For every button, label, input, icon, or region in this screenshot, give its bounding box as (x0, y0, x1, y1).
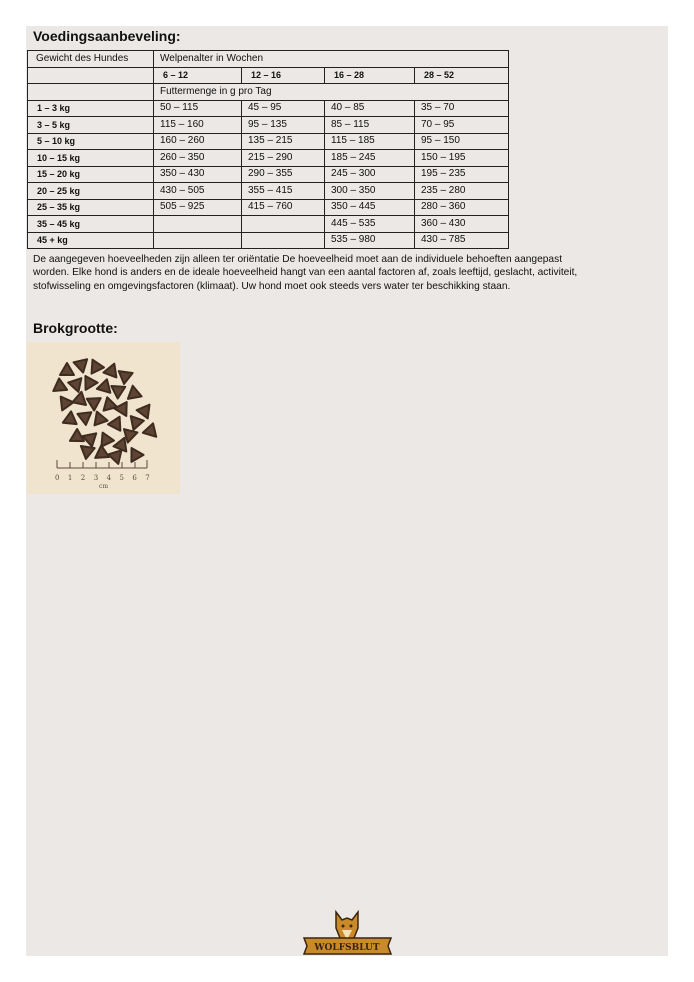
row-value (242, 232, 325, 249)
row-value: 415 – 760 (242, 199, 325, 216)
feeding-table (27, 50, 509, 249)
ruler-unit: cm (99, 483, 109, 490)
row-value: 360 – 430 (415, 216, 509, 233)
row-value: 95 – 135 (242, 117, 325, 134)
row-weight: 1 – 3 kg (28, 100, 154, 117)
kibble-piece (89, 412, 107, 430)
row-value (154, 216, 242, 233)
row-value: 115 – 185 (325, 133, 415, 150)
row-value: 135 – 215 (242, 133, 325, 150)
logo-text: WOLFSBLUT (314, 943, 380, 953)
kibble-pile-image (27, 342, 180, 494)
kibble-photo (27, 342, 180, 494)
kibble-piece (125, 444, 143, 461)
age-col-4: 28 – 52 (415, 67, 509, 84)
row-value: 505 – 925 (154, 199, 242, 216)
table-row (28, 166, 509, 183)
table-row (28, 133, 509, 150)
ruler-tick-label: 7 (145, 474, 150, 482)
kibble-piece (77, 412, 92, 426)
wolfsblut-logo (300, 906, 395, 958)
table-row (28, 183, 509, 200)
ruler-tick-label: 2 (80, 474, 86, 482)
row-value: 350 – 430 (154, 166, 242, 183)
amount-label: Futtermenge in g pro Tag (154, 84, 509, 101)
row-weight: 35 – 45 kg (28, 216, 154, 233)
row-value: 95 – 150 (415, 133, 509, 150)
row-value: 115 – 160 (154, 117, 242, 134)
row-weight: 45 + kg (28, 232, 154, 249)
row-value (154, 232, 242, 249)
kibble-piece (131, 414, 145, 430)
header-weight: Gewicht des Hundes (28, 51, 154, 68)
table-row (28, 150, 509, 167)
kibble-piece (79, 446, 95, 460)
row-value: 160 – 260 (154, 133, 242, 150)
table-row (28, 232, 509, 249)
row-value: 150 – 195 (415, 150, 509, 167)
row-value: 300 – 350 (325, 183, 415, 200)
row-value: 445 – 535 (325, 216, 415, 233)
row-weight: 15 – 20 kg (28, 166, 154, 183)
ruler-tick-label: 4 (106, 474, 112, 482)
kibble-piece (97, 377, 114, 392)
row-value: 430 – 785 (415, 232, 509, 249)
row-value: 35 – 70 (415, 100, 509, 117)
section-title-feeding: Voedingsaanbeveling: (33, 28, 181, 44)
row-value: 195 – 235 (415, 166, 509, 183)
kibble-piece (84, 393, 101, 411)
header-age: Welpenalter in Wochen (154, 51, 509, 68)
age-col-3: 16 – 28 (325, 67, 415, 84)
kibble-piece (70, 429, 84, 441)
kibble-piece (79, 372, 97, 389)
kibble-piece (114, 398, 132, 416)
kibble-piece (83, 428, 101, 446)
row-value: 535 – 980 (325, 232, 415, 249)
row-weight: 3 – 5 kg (28, 117, 154, 134)
kibble-piece (107, 448, 122, 464)
ruler-tick-label: 6 (132, 474, 137, 482)
row-value: 185 – 245 (325, 150, 415, 167)
kibble-piece (117, 371, 133, 385)
table-row (28, 216, 509, 233)
row-value: 85 – 115 (325, 117, 415, 134)
row-value: 235 – 280 (415, 183, 509, 200)
row-weight: 20 – 25 kg (28, 183, 154, 200)
kibble-piece (143, 421, 160, 437)
row-value: 280 – 360 (415, 199, 509, 216)
kibble-piece (108, 417, 121, 432)
table-row (28, 199, 509, 216)
table-row (28, 117, 509, 134)
table-body (28, 100, 509, 249)
row-value: 430 – 505 (154, 183, 242, 200)
row-value: 355 – 415 (242, 183, 325, 200)
kibble-piece (67, 376, 82, 392)
kibble-piece (111, 381, 128, 399)
row-value (242, 216, 325, 233)
age-col-1: 6 – 12 (154, 67, 242, 84)
kibble-piece (101, 433, 114, 448)
kibble-piece (49, 378, 67, 396)
kibble-piece (60, 363, 74, 375)
row-value: 70 – 95 (415, 117, 509, 134)
row-weight: 5 – 10 kg (28, 133, 154, 150)
row-weight: 25 – 35 kg (28, 199, 154, 216)
row-value: 50 – 115 (154, 100, 242, 117)
table-age-row (28, 67, 509, 84)
table-amount-row (28, 84, 509, 101)
row-value: 40 – 85 (325, 100, 415, 117)
age-col-2: 12 – 16 (242, 67, 325, 84)
ruler-tick-label: 0 (55, 474, 60, 482)
row-value: 290 – 355 (242, 166, 325, 183)
row-value: 245 – 300 (325, 166, 415, 183)
row-value: 215 – 290 (242, 150, 325, 167)
ruler-tick-label: 5 (119, 474, 124, 482)
ruler-tick-label: 1 (67, 474, 73, 482)
section-title-kibble-size: Brokgrootte: (33, 320, 118, 336)
kibble-piece (128, 386, 144, 403)
row-value: 260 – 350 (154, 150, 242, 167)
feeding-note: De aangegeven hoeveelheden zijn alleen ter oriëntatie De hoeveelheid moet aan de individuele behoeften aangepast worden. Elke hond is anders en de ideale hoeveelheid hangt van een aantal factoren af, zoals leeftijd, geslacht, activiteit, stofwisseling en omgevingsfactoren (klimaat). Uw hond moet ook steeds vers water ter beschikking staan. (33, 254, 578, 292)
row-weight: 10 – 15 kg (28, 150, 154, 167)
kibble-piece (70, 392, 86, 409)
ruler-tick-label: 3 (93, 474, 99, 482)
row-value: 45 – 95 (242, 100, 325, 117)
kibble-piece (74, 354, 92, 372)
table-header-row (28, 51, 509, 68)
table-row (28, 100, 509, 117)
row-value: 350 – 445 (325, 199, 415, 216)
